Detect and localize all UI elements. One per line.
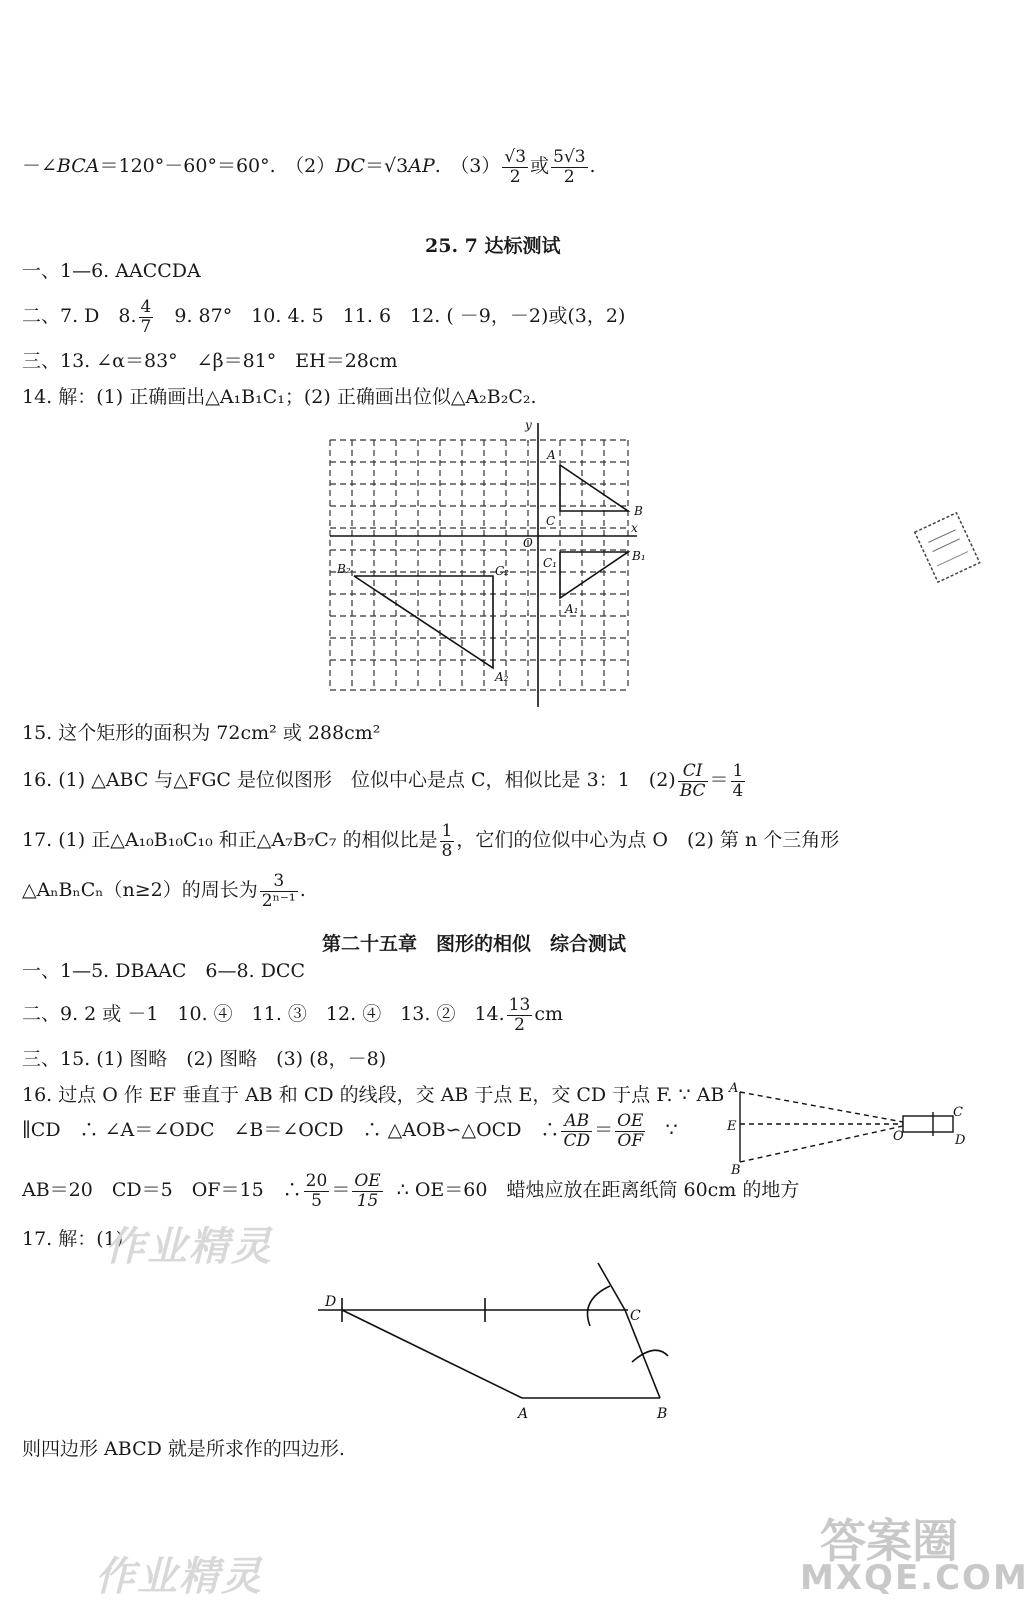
text: DC (335, 155, 366, 178)
label-B2: B₂ (337, 562, 351, 576)
answer-line (22, 996, 563, 1034)
fraction (551, 148, 587, 186)
fraction (139, 298, 154, 336)
text: AP (408, 155, 435, 178)
numerator: CI (678, 762, 708, 782)
fraction (561, 1112, 592, 1150)
numerator: AB (561, 1112, 592, 1132)
fraction (352, 1172, 382, 1210)
answer-line: 一、1—5. DBAAC 6—8. DCC (22, 960, 305, 982)
text: 9. 87° 10. 4. 5 11. 6 12. ( －9，－2)或(3，2) (155, 305, 626, 328)
numerator: 1 (732, 761, 744, 781)
denominator: 2 (509, 166, 521, 187)
denominator: 4 (732, 780, 744, 801)
text: cm (534, 1003, 563, 1026)
fraction (440, 822, 455, 860)
fraction (678, 762, 708, 800)
label-y: y (525, 418, 532, 432)
fraction (502, 148, 528, 186)
quadrilateral-construction-figure (310, 1258, 680, 1428)
label-D: D (325, 1294, 337, 1310)
answer-line: 17. 解：(1) (22, 1228, 124, 1250)
answer-line (22, 762, 747, 800)
text: ∴ OE＝60 蜡烛应放在距离纸筒 60cm 的地方 (396, 1179, 800, 1202)
text: ，它们的位似中心为点 O (2) 第 n 个三角形 (456, 829, 840, 852)
watermark: MXQE.COM (800, 1558, 1029, 1598)
answer-line (22, 1112, 678, 1150)
numerator: 5√3 (553, 147, 586, 167)
answer-line: 14. 解：(1) 正确画出△A₁B₁C₁；(2) 正确画出位似△A₂B₂C₂. (22, 386, 537, 408)
watermark: 答案圈 (820, 1514, 958, 1568)
denominator: 2 (514, 1014, 525, 1035)
coordinate-grid-figure (325, 415, 655, 710)
answer-line: 则四边形 ABCD 就是所求作的四边形. (22, 1438, 345, 1460)
label-E: E (727, 1119, 737, 1134)
label-B: B (634, 504, 643, 518)
answer-line (22, 872, 306, 910)
answer-line: 三、15. (1) 图略 (2) 图略 (3) (8，－8) (22, 1048, 387, 1070)
text: 二、9. 2 或 －1 10. ④ 11. ③ 12. ④ 13. ② 14. (22, 1003, 505, 1026)
fraction (731, 762, 746, 800)
label-B: B (657, 1406, 668, 1422)
answer-line: 16. 过点 O 作 EF 垂直于 AB 和 CD 的线段，交 AB 于点 E，交 CD 于点 F. ∵ AB (22, 1084, 725, 1106)
label-D: D (955, 1133, 966, 1148)
label-A: A (729, 1081, 739, 1096)
label-x: x (631, 521, 638, 535)
text: BCA (56, 155, 100, 178)
text: 17. (1) 正△A₁₀B₁₀C₁₀ 和正△A₇B₇C₇ 的相似比是 (22, 829, 438, 852)
section-title: 25. 7 达标测试 (425, 235, 561, 257)
label-C2: C₂ (495, 564, 509, 578)
text: ∵ (665, 1119, 678, 1142)
triangle-a1b1c1 (560, 552, 628, 598)
watermark: 作业精灵 (95, 1553, 263, 1600)
denominator: OF (617, 1130, 644, 1151)
denominator: 5 (311, 1190, 322, 1211)
label-A: A (518, 1406, 529, 1422)
text: . （3） (434, 155, 501, 178)
label-A2: A₂ (495, 670, 509, 684)
text: . (589, 155, 596, 178)
numerator: 1 (441, 821, 453, 841)
label-O: O (523, 536, 533, 550)
triangle-a2b2c2 (354, 576, 493, 668)
label-O: O (893, 1129, 904, 1144)
fraction (507, 996, 533, 1034)
numerator: 13 (508, 995, 531, 1015)
answer-line (22, 822, 839, 860)
answer-line (22, 298, 625, 336)
fraction (304, 1172, 330, 1210)
text: ＝√3 (365, 155, 409, 178)
numerator: √3 (504, 147, 527, 167)
denominator: 2 (563, 166, 575, 187)
denominator: 7 (140, 316, 152, 337)
candle-pinhole-figure (725, 1080, 975, 1178)
label-C: C (546, 514, 556, 528)
answer-line: 一、1—6. AACCDA (22, 260, 201, 282)
text: ＝ (594, 1119, 614, 1142)
triangle-abc (560, 465, 628, 511)
section-title: 第二十五章 图形的相似 综合测试 (322, 933, 627, 955)
text: ＝120°－60°＝60°. （2） (99, 155, 336, 178)
text: ＝ (331, 1179, 351, 1202)
label-A1: A₁ (565, 602, 579, 616)
fraction (260, 872, 298, 910)
numerator: OE (617, 1111, 644, 1131)
label-B1: B₁ (632, 549, 646, 563)
label-C: C (953, 1105, 963, 1120)
numerator: 20 (305, 1171, 328, 1191)
grid-lines (330, 440, 628, 690)
text: 或 (530, 155, 550, 178)
watermark: 作业精灵 (105, 1223, 273, 1270)
text: AB＝20 CD＝5 OF＝15 ∴ (22, 1179, 302, 1202)
numerator: 4 (140, 297, 152, 317)
text: △AₙBₙCₙ（n≥2）的周长为 (22, 879, 258, 902)
answer-line: 15. 这个矩形的面积为 72cm² 或 288cm² (22, 722, 381, 744)
label-C1: C₁ (543, 556, 557, 570)
denominator: 8 (441, 840, 453, 861)
text: －∠ (22, 155, 57, 178)
text: 二、7. D 8. (22, 305, 137, 328)
denominator: 15 (356, 1190, 379, 1211)
text: 16. (1) △ABC 与△FGC 是位似图形 位似中心是点 C，相似比是 3：1 (2) (22, 769, 676, 792)
fraction (615, 1112, 645, 1150)
numerator: OE (354, 1171, 381, 1191)
denominator: 2ⁿ⁻¹ (261, 890, 296, 911)
label-A: A (547, 448, 556, 462)
answer-line-1 (22, 148, 596, 186)
stamp-icon (912, 505, 982, 590)
answer-line (22, 1172, 799, 1210)
label-B: B (731, 1163, 741, 1178)
text: . (299, 879, 306, 902)
label-C: C (630, 1308, 641, 1324)
text: ∥CD ∴ ∠A＝∠ODC ∠B＝∠OCD ∴ △AOB∽△OCD ∴ (22, 1119, 560, 1142)
numerator: 3 (260, 872, 298, 892)
denominator: BC (679, 780, 706, 801)
answer-line: 三、13. ∠α＝83° ∠β＝81° EH＝28cm (22, 350, 398, 372)
denominator: CD (563, 1130, 591, 1151)
text: ＝ (709, 769, 729, 792)
